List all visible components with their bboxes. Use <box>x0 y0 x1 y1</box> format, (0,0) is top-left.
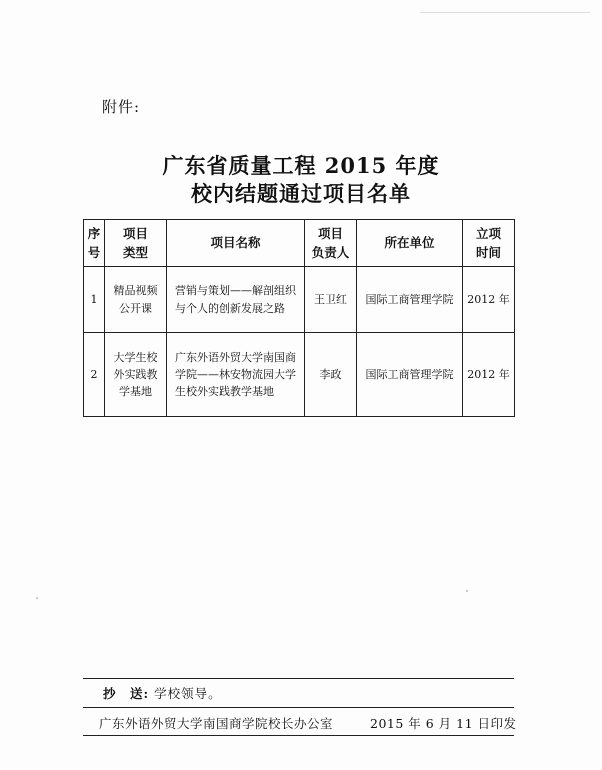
cell-line: 外实践教 <box>113 367 158 381</box>
cell-unit: 国际工商管理学院 <box>357 267 463 333</box>
scan-mark <box>420 12 590 13</box>
footer-divider-middle <box>83 707 514 708</box>
cell-unit: 国际工商管理学院 <box>357 333 463 417</box>
project-table <box>83 219 515 417</box>
header-unit <box>357 220 463 267</box>
cell-type <box>105 267 167 333</box>
header-text: 时间 <box>475 245 501 260</box>
scan-speck <box>466 590 468 592</box>
header-index <box>84 220 105 267</box>
cell-type <box>105 333 167 417</box>
header-name <box>167 220 305 267</box>
scan-speck <box>36 597 38 599</box>
cell-leader: 李政 <box>305 333 357 417</box>
header-text: 所在单位 <box>384 235 435 251</box>
cc-recipients: 学校领导。 <box>154 686 222 701</box>
table-row <box>84 333 515 417</box>
cell-line: 精品视频 <box>113 284 158 298</box>
cell-line: 生校外实践教学基地 <box>175 385 274 399</box>
table-row <box>84 267 515 333</box>
header-leader <box>305 220 357 267</box>
cell-line: 学基地 <box>119 385 152 399</box>
cell-year: 2012 年 <box>463 267 515 333</box>
header-text: 项目 <box>122 225 148 241</box>
cell-line: 与个人的创新发展之路 <box>175 301 285 315</box>
cc-label: 抄 送: <box>103 686 150 701</box>
cell-line: 营销与策划——解剖组织 <box>175 284 296 298</box>
cell-index: 1 <box>84 267 105 333</box>
cell-leader: 王卫红 <box>305 267 357 333</box>
cell-line: 大学生校 <box>113 350 158 364</box>
header-text: 号 <box>87 245 101 260</box>
cc-line <box>103 684 222 702</box>
document-title-line-2: 校内结题通过项目名单 <box>191 181 411 206</box>
header-text: 立项 <box>475 225 501 241</box>
footer-divider-top <box>83 678 514 679</box>
header-text: 类型 <box>122 245 148 260</box>
header-text: 负责人 <box>311 245 350 260</box>
issue-date: 2015 年 6 月 11 日印发 <box>370 716 517 731</box>
cell-year: 2012 年 <box>463 333 515 417</box>
issuing-office: 广东外语外贸大学南国商学院校长办公室 <box>99 716 334 731</box>
footer-divider-bottom <box>83 735 514 736</box>
table-header-row <box>84 220 515 267</box>
cell-line: 学院——林安物流园大学 <box>175 367 296 381</box>
header-text: 序 <box>87 225 101 241</box>
attachment-label: 附件: <box>102 98 141 116</box>
header-type <box>105 220 167 267</box>
cell-project-name <box>167 333 305 417</box>
header-text: 项目 <box>317 225 343 241</box>
cell-index: 2 <box>84 333 105 417</box>
cell-project-name <box>167 267 305 333</box>
document-title-line-1: 广东省质量工程 2015 年度 <box>162 153 440 178</box>
header-text: 项目名称 <box>210 235 261 251</box>
cell-line: 广东外语外贸大学南国商 <box>175 350 296 364</box>
header-year <box>463 220 515 267</box>
cell-line: 公开课 <box>119 301 152 315</box>
